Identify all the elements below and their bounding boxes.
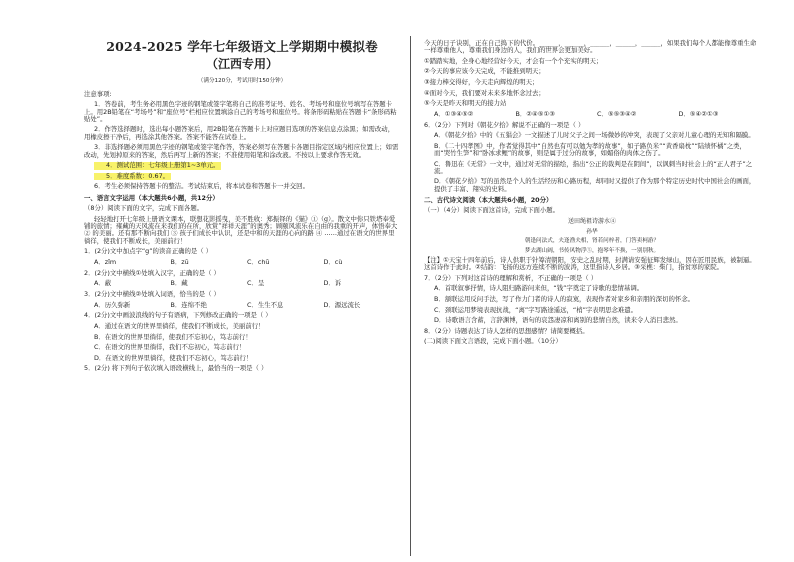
option-b[interactable]: B．连绵不绝 xyxy=(170,300,207,309)
question-6: 6．（2分）下列对《朝花夕拾》解说不正确的一项是（ ） xyxy=(424,120,585,129)
option-c[interactable]: C．鲁迅在《无常》一文中，通过对无常的描绘，指出“公正的裁判是在阴间”，以讽刺当时社会上的“正人君子”之流。 xyxy=(434,159,753,175)
question-5-options xyxy=(434,111,760,118)
question-8: 8．（2分）诗题表达了诗人怎样的思想感情？请简要概括。 xyxy=(424,326,589,335)
right-column xyxy=(424,40,760,349)
question-3-options xyxy=(94,302,400,309)
option-b[interactable]: B．②④⑤①③ xyxy=(515,109,555,118)
section-2-heading: 二、古代诗文阅读（本大题共6小题，20分） xyxy=(424,196,553,205)
question-2: 2．(2分)文中横线①处填入汉字，正确的是（ ） xyxy=(84,268,220,277)
poem-author: 孙华 xyxy=(586,228,598,235)
option-b[interactable]: B．颔联运用反问手法，写了作力门者的诗人的寂寞，表现作者对家乡和亲朋的深切的怀念。 xyxy=(434,295,695,303)
option-c[interactable]: C．⑤⑤③④② xyxy=(597,109,637,118)
option-a[interactable]: A．①③④⑤② xyxy=(434,109,474,118)
option-d[interactable]: D．⑤④②①③ xyxy=(678,109,719,118)
option-b[interactable]: B．在语文的世界里徜徉，使我们不忘初心，笃志前行！ xyxy=(94,332,252,341)
option-d[interactable]: D．cù xyxy=(323,257,343,266)
option-d[interactable]: D．诗歌语言含蓄，言辞渊博，语句的哀怨凄凉和离别的悲情自然，读来令人消目悲然。 xyxy=(434,316,682,325)
option-b[interactable]: B．藏 xyxy=(170,279,188,288)
question-intro: （8分）阅读下面的文字，完成下面各题。 xyxy=(84,204,204,213)
option-c[interactable]: C．生生不息 xyxy=(247,300,284,309)
reading-passage: 轻轻地打开七年级上册语文课本，联想花影摇曳，美不胜收：郑振铎的《猫》①（g）。散文中你只铁塔奉爱铺的旅情；雍藏的天风流在来我们的在所，欣赏“祥祥天涯”的奥秀；顾颐风流乐在自由的我重的开声，体悟奉大 ② 的美丽。还有那不断向我们 ③ 孩子们成长中认识，还是中和的天涯的心向的路 ④ ……通过在语文的世界里徜徉，使我们不断成长，美丽前行！ xyxy=(84,214,398,245)
option-c[interactable]: C．在语文的世界里徜徉，我们不忘初心，笃志前行！ xyxy=(94,343,246,352)
sentence-2: ②今天的事应该今天完成，不能推到明天； xyxy=(424,67,545,76)
option-b[interactable]: B．zū xyxy=(170,257,189,266)
notice-1: 1．答卷前，考生务必用黑色字迹的钢笔或签字笔将自己的准考证号、姓名、考场号和座位号填写在答题卡上。用2B铅笔在“考场号”和“座位号”栏相应位置填涂自己的考场号和座位号。将条形码粘贴在答题卡“条形码粘贴处”。 xyxy=(84,100,397,123)
notice-5-highlight: 5．难度系数：0.67。 xyxy=(94,173,171,180)
option-a[interactable]: A．《朝花夕拾》中的《五猖会》一文描述了儿时父子之间一场微妙的冲突，表现了父亲对儿童心理的无知和隔膜。 xyxy=(434,131,755,140)
question-3: 3．(2分)文中横线②处填入词语，恰当的是（ ） xyxy=(84,290,220,299)
poem-line-2: 梦去湖山阔，书传风物浮⑤，抱琴年不换，一别别秋。 xyxy=(524,247,660,254)
question-2-options xyxy=(94,280,400,287)
left-column xyxy=(84,38,400,376)
poem-title: 送田绳祖诗游水④ xyxy=(567,217,616,225)
sentence-4: ④面对今天，我们要对未来多地怀念过去； xyxy=(424,88,545,97)
notice-heading: 注意事项: xyxy=(84,89,112,98)
option-d[interactable]: D．诉 xyxy=(323,279,342,288)
question-5: 5．(2分) 将下列句子依次填入语段横线上，最恰当的一项是（ ） xyxy=(84,364,268,373)
question-1: 1．(2分)文中加点字“g”的读音正确的是（ ） xyxy=(84,247,213,256)
question-7: 7．（2分）下列对这首诗的理解和赏析，不正确的一项是（ ） xyxy=(424,273,598,282)
notice-4-highlight: 4．测试范围：七年级上册第1~3单元。 xyxy=(94,162,221,169)
option-d[interactable]: D．源远流长 xyxy=(323,300,361,309)
subsection-1-intro: （一）（4分）阅读下面这首诗，完成下面小题。 xyxy=(424,206,560,215)
notice-3: 3．非选择题必须用黑色字迹的钢笔或签字笔作答，答案必须写在答题卡各题目指定区域内相应位置上；如需改动，先划掉原来的答案，然后再写上新的答案；不准使用铅笔和涂改液。不按以上要求作答无效。 xyxy=(84,143,399,159)
column-divider xyxy=(410,36,411,556)
option-a[interactable]: A．zǐm xyxy=(94,257,117,266)
sentence-1: ①踏踏实地，全身心地经营好今天，才会有一个个充实的明天； xyxy=(424,56,603,65)
question-1-options xyxy=(94,259,400,266)
option-d[interactable]: D．在语文的世界里徜徉，使我们不忘初心，笃志前行！ xyxy=(94,353,253,362)
sentence-5: ⑤今天是昨天和明天的接力站 xyxy=(424,99,507,108)
option-a[interactable]: A．历久弥新 xyxy=(94,300,131,309)
exam-subtitle: （江西专用） xyxy=(205,57,278,72)
option-c[interactable]: C．颈联运用梦境表现抗战，“离”字写路途遥远，“梢”字表明思念难遣。 xyxy=(434,305,638,314)
subsection-2-intro: (二)阅读下面文言语段，完成下面小题。（10分） xyxy=(424,337,562,346)
sentence-3: ③接力棒交得好，今天走向辉煌的明天； xyxy=(424,78,539,86)
exam-title: 2024-2025 学年七年级语文上学期期中模拟卷 xyxy=(106,39,378,54)
option-c[interactable]: C．呈 xyxy=(247,279,265,288)
option-d[interactable]: D．《朝花夕拾》写的虽然是个人的生活经历和心路历程，却同时又提供了作为那个特定历史时代中国社会的画面，提供了丰富、翔实的史料。 xyxy=(434,177,756,193)
poem-note: 【注】①天宝十四年前后，诗人供职于针筹清朝阳，安史之乱时期，封满请安强征辉发绿山，因在匠用民族，被制逼。这首诗作于此时。②结韵：飞扬的远方连续不断的波涛，这里指诗人乡居。③采樵：柴门，指贫寒的家院。 xyxy=(424,256,756,272)
question-5-stem: 今天的日子诀别，正在自己捣下的代价。______，______，______，______，______，如果我们每个人都能像尊重生命一样尊重他人，尊重我们身边的人，我们的世界会更加美好。 xyxy=(424,39,757,55)
notice-2: 2．作答选择题时，选出每小题答案后，用2B铅笔在答题卡上对应题目选项的答案信息点涂黑；如需改动，用橡皮擦干净后，再选涂其他答案。答案不能答在试卷上。 xyxy=(84,125,395,141)
option-a[interactable]: A．蔽 xyxy=(94,279,112,288)
question-4: 4．(2分)文中画波浪线的句子有语病，下列修改正确的一项是（ ） xyxy=(84,311,272,320)
option-b[interactable]: B．《二十四孝图》中，作者觉得其中“自然也有可以勉为孝的故事”，如子路负米”“黄香扇枕”“陆绩怀橘”之类，而“哭竹生笋”和“卧冰求鲤”的故事，则是属于过分的故事，如媚俗的肉体之伤了。 xyxy=(434,141,746,157)
score-note: （满分120分，考试用时150分钟） xyxy=(197,78,287,85)
option-a[interactable]: A．通过在语文的世界里徜徉，使我们不断成长，美丽前行！ xyxy=(94,321,265,330)
notice-6: 6．考生必须保持答题卡的整洁。考试结束后，将本试卷和答题卡一并交回。 xyxy=(94,182,309,191)
option-c[interactable]: C．chū xyxy=(247,257,270,266)
section-1-heading: 一、语言文字运用（本大题共6小题，共12分） xyxy=(84,193,219,202)
poem-line-1: 朝逢问法式，夫逢渔夫相，肾若问梓者，门答卖柯游？ xyxy=(524,238,660,245)
option-a[interactable]: A．首联叙事抒情，诗人阻归路游问来但，“钱”字奠定了诗歌的悲情基调。 xyxy=(434,284,644,293)
